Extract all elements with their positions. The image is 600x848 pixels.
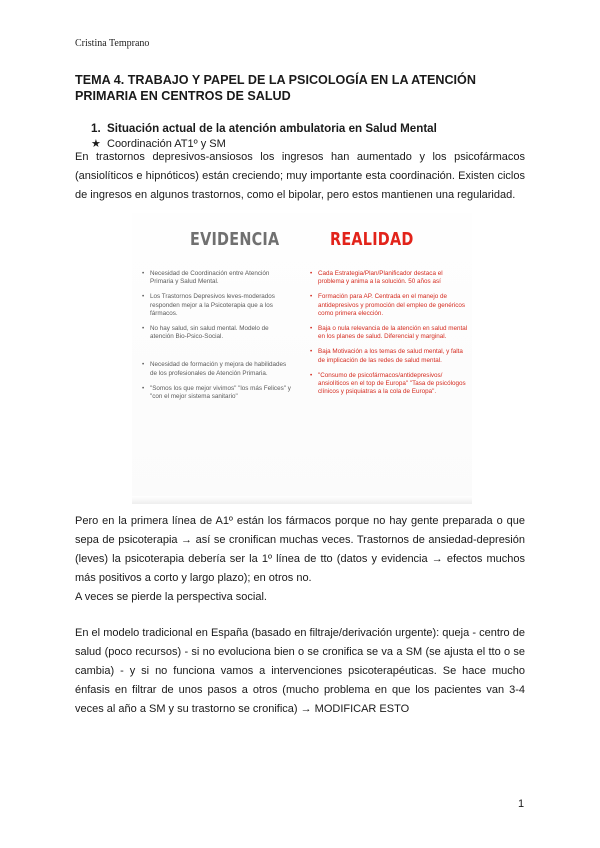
- evidencia-item: • "Somos los que mejor vivimos" "los más Felices" y "con el mejor sistema sanitario": [142, 385, 292, 401]
- page-header-author: Cristina Temprano: [75, 38, 150, 49]
- paragraph-line: (ansiolíticos e hipnóticos) están creciendo; muy importante esta coordinación. Existen ciclos: [75, 170, 525, 182]
- evidencia-title: EVIDENCIA: [190, 229, 280, 250]
- paragraph-line: énfasis en filtrar de unos pasos a otros (mucho problema en que los pacientes van 3-4: [75, 684, 525, 696]
- realidad-item: • Cada Estrategia/Plan/Planificador destaca el problema y anima a la solución. 50 años así: [310, 270, 470, 286]
- evidencia-column: [142, 229, 292, 408]
- paragraph-line: Pero en la primera línea de A1º están los fármacos porque no hay gente preparada o que: [75, 515, 525, 527]
- realidad-title: REALIDAD: [330, 229, 414, 250]
- evidencia-item: • No hay salud, sin salud mental. Modelo de atención Bio-Psico-Social.: [142, 325, 292, 341]
- evidencia-list: [142, 270, 292, 401]
- paragraph-line: En trastornos depresivos-ansiosos los ingresos han aumentado y los psicofármacos: [75, 151, 525, 163]
- evidencia-item: • Necesidad de formación y mejora de habilidades de los profesionales de Atención Primaria.: [142, 361, 292, 377]
- paragraph-line: A veces se pierde la perspectiva social.: [75, 591, 267, 603]
- paragraph-line: sepa de psicoterapia → así se cronifican muchas veces. Trastornos de ansiedad-depresión: [75, 534, 525, 546]
- realidad-column: [310, 229, 470, 403]
- document-title: TEMA 4. TRABAJO Y PAPEL DE LA PSICOLOGÍA EN LA ATENCIÓN PRIMARIA EN CENTROS DE SALUD: [75, 73, 476, 103]
- paragraph-line: En el modelo tradicional en España (basado en filtraje/derivación urgente): queja - centro de: [75, 627, 525, 639]
- realidad-item: • "Consumo de psicofármacos/antidepresivos/ ansiolíticos en el top de Europa" "Tasa de psicólogos clínicos y psiquiatras a la cola de Europa".: [310, 372, 470, 397]
- paragraph-2: [75, 512, 525, 607]
- section-label: Situación actual de la atención ambulatoria en Salud Mental: [107, 122, 437, 135]
- bullet-text: Coordinación AT1º y SM: [107, 138, 226, 150]
- paragraph-1: [75, 148, 525, 205]
- paragraph-line: veces al año a SM y su trastorno se cronifica) → MODIFICAR ESTO: [75, 703, 410, 715]
- evidencia-item: • Los Trastornos Depresivos leves-moderados responden mejor a la Psicoterapia que a los fármacos.: [142, 293, 292, 318]
- paragraph-line: de ingresos en algunos trastornos, como el bipolar, pero estos mantienen una regularidad.: [75, 189, 516, 201]
- paragraph-line: cambia) - y si no funciona vamos a intervenciones psicoterapéuticas. Se hace mucho: [75, 665, 525, 677]
- realidad-list: [310, 270, 470, 396]
- page-number: 1: [518, 798, 525, 810]
- realidad-item: • Baja o nula relevancia de la atención en salud mental en los planes de salud. Diferencial y marginal.: [310, 325, 470, 341]
- star-icon: ★: [91, 138, 101, 150]
- paragraph-3: [75, 624, 525, 719]
- paragraph-line: salud (poco recursos) - si no evoluciona bien o se cronifica se va a SM (se ajusta el tto o se: [75, 646, 525, 658]
- figure-bottom-shadow: [132, 496, 472, 504]
- section-number: 1.: [91, 122, 101, 135]
- section-heading: [91, 122, 437, 135]
- paragraph-line: más positivos a corto y largo plazo); en otros no.: [75, 572, 312, 584]
- realidad-item: • Baja Motivación a los temas de salud mental, y falta de implicación de las redes de salud mental.: [310, 348, 470, 364]
- realidad-item: • Formación para AP. Centrada en el manejo de antidepresivos y promoción del empleo de genéricos como primera elección.: [310, 293, 470, 318]
- evidencia-realidad-figure: [132, 213, 472, 504]
- evidencia-item: • Necesidad de Coordinación entre Atención Primaria y Salud Mental.: [142, 270, 292, 286]
- paragraph-line: (leves) la psicoterapia debería ser la 1º línea de tto (datos y evidencia → efectos muchos: [75, 553, 525, 565]
